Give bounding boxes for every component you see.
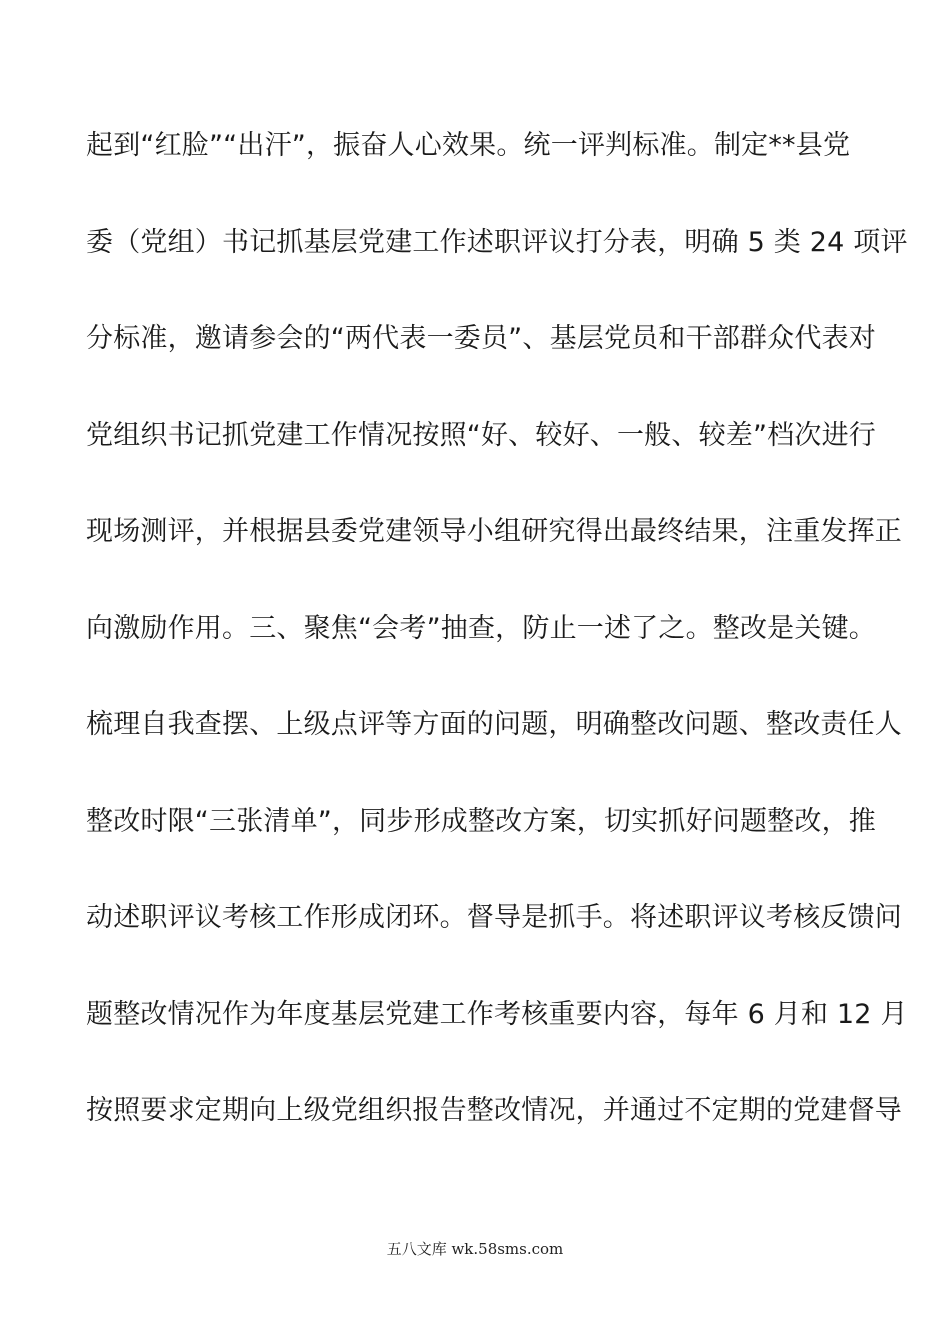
text-line: 分标准，邀请参会的“两代表一委员”、基层党员和干部群众代表对	[86, 323, 876, 354]
text-line: 委（党组）书记抓基层党建工作述职评议打分表，明确 5 类 24 项评	[86, 226, 908, 258]
text-line: 梳理自我查摆、上级点评等方面的问题，明确整改问题、整改责任人	[86, 709, 902, 740]
text-line: 向激励作用。三、聚焦“会考”抽查，防止一述了之。整改是关键。	[86, 612, 876, 644]
text-line: 党组织书记抓党建工作情况按照“好、较好、一般、较差”档次进行	[86, 419, 876, 451]
text-line: 现场测评，并根据县委党建领导小组研究得出最终结果，注重发挥正	[86, 516, 902, 547]
text-line: 起到“红脸”“出汗”，振奋人心效果。统一评判标准。制定**县党	[86, 130, 851, 161]
text-line: 整改时限“三张清单”，同步形成整改方案，切实抓好问题整改，推	[86, 805, 876, 837]
body-text	[86, 120, 908, 1182]
page-footer: 五八文库 wk.58sms.com	[386, 1240, 564, 1258]
text-line: 动述职评议考核工作形成闭环。督导是抓手。将述职评议考核反馈问	[86, 902, 902, 933]
text-line: 按照要求定期向上级党组织报告整改情况，并通过不定期的党建督导	[86, 1095, 902, 1126]
text-line: 题整改情况作为年度基层党建工作考核重要内容，每年 6 月和 12 月	[86, 998, 908, 1030]
